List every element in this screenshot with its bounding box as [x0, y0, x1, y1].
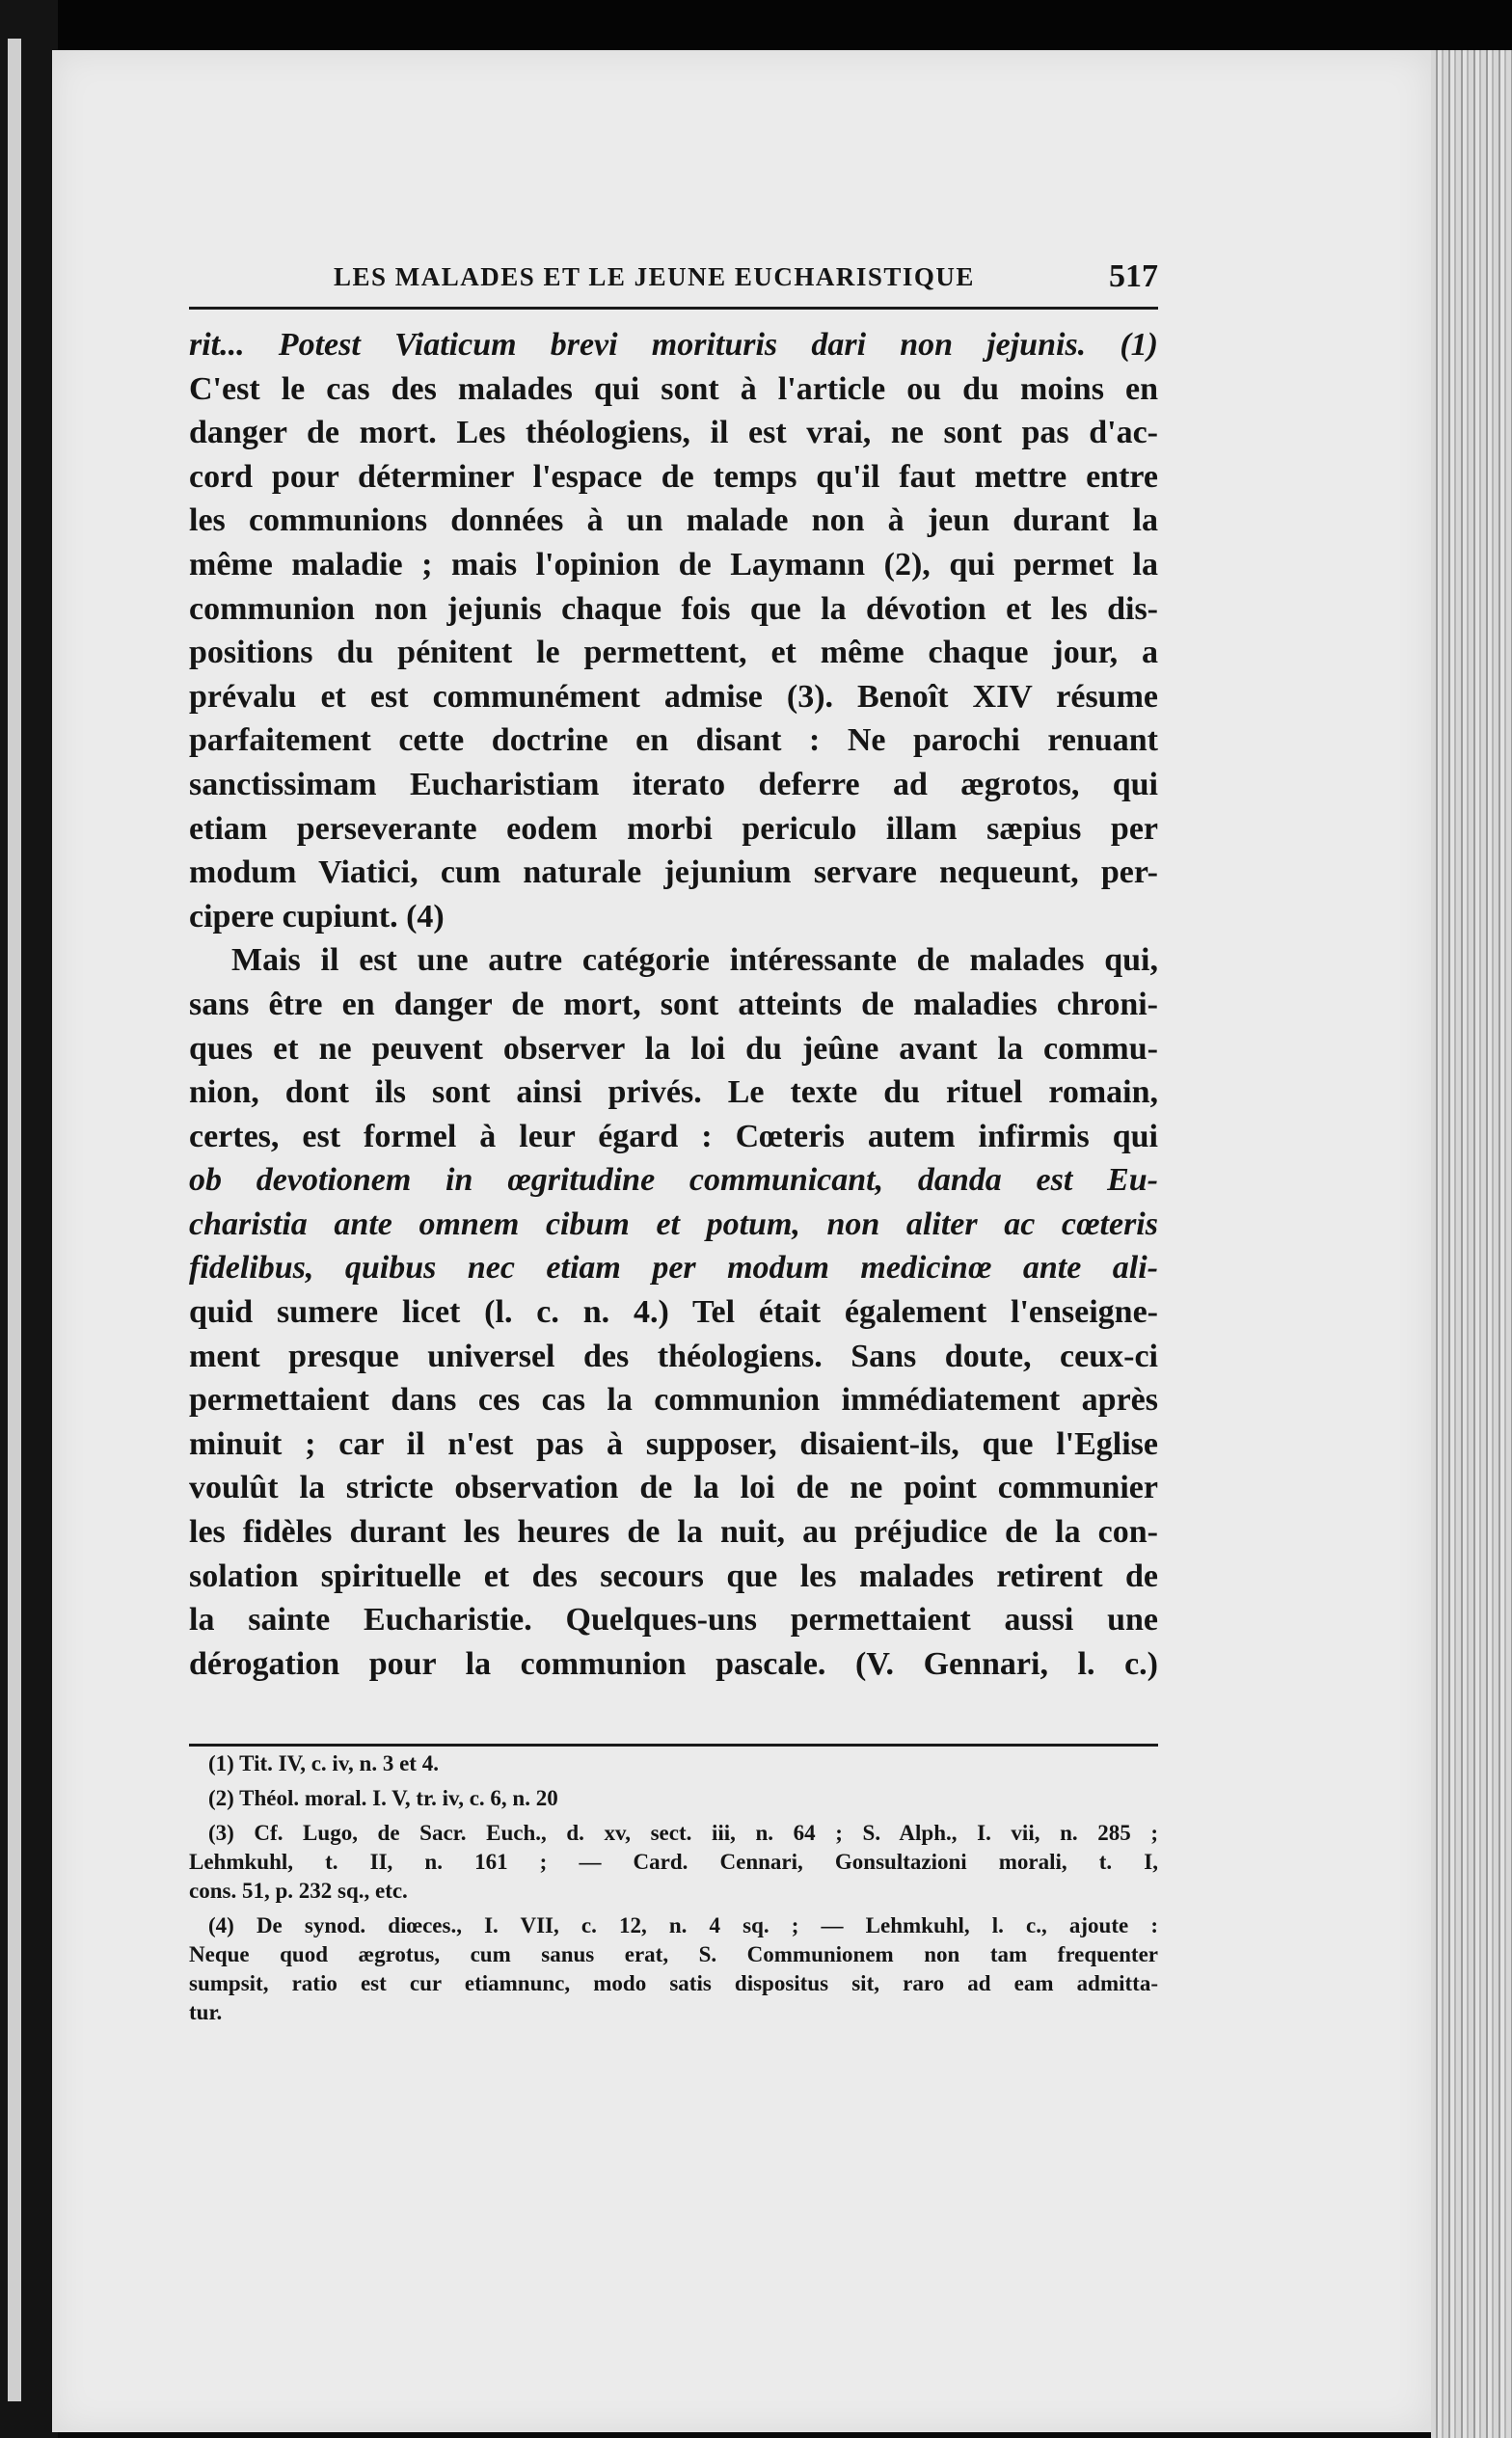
running-head: [189, 258, 1158, 305]
footnote-line: (1) Tit. IV, c. iv, n. 3 et 4.: [208, 1751, 439, 1775]
body-line: ob devotionem in œgritudine communicant, danda est Eu-: [189, 1162, 1158, 1199]
body-line: rit... Potest Viaticum brevi morituris dari non jejunis. (1): [189, 327, 1158, 363]
body-line: Mais il est une autre catégorie intéressante de malades qui,: [231, 942, 1158, 979]
body-line: quid sumere licet (l. c. n. 4.) Tel était également l'enseigne-: [189, 1294, 1158, 1331]
body-text: [189, 323, 1158, 1686]
body-line: les fidèles durant les heures de la nuit, au préjudice de la con-: [189, 1514, 1158, 1551]
body-line: parfaitement cette doctrine en disant : Ne parochi renuant: [189, 722, 1158, 759]
body-line: ques et ne peuvent observer la loi du jeûne avant la commu-: [189, 1030, 1158, 1067]
body-line: minuit ; car il n'est pas à supposer, disaient-ils, que l'Eglise: [189, 1425, 1158, 1462]
body-line: dérogation pour la communion pascale. (V. Gennari, l. c.): [189, 1645, 1158, 1682]
body-line: C'est le cas des malades qui sont à l'article ou du moins en: [189, 370, 1158, 407]
body-line: même maladie ; mais l'opinion de Laymann (2), qui permet la: [189, 546, 1158, 582]
body-line: solation spirituelle et des secours que les malades retirent de: [189, 1558, 1158, 1594]
footnote-line: sumpsit, ratio est cur etiamnunc, modo satis dispositus sit, raro ad eam admitta-: [189, 1971, 1158, 1995]
body-line: permettaient dans ces cas la communion immédiatement après: [189, 1382, 1158, 1419]
body-line: nion, dont ils sont ainsi privés. Le texte du rituel romain,: [189, 1074, 1158, 1111]
body-line: charistia ante omnem cibum et potum, non aliter ac cœteris: [189, 1205, 1158, 1242]
body-line: cord pour déterminer l'espace de temps qu'il faut mettre entre: [189, 458, 1158, 495]
footnote-line: tur.: [189, 2000, 223, 2024]
footnote-line: (3) Cf. Lugo, de Sacr. Euch., d. xv, sect. iii, n. 64 ; S. Alph., I. vii, n. 285 ;: [208, 1821, 1158, 1845]
body-line: les communions données à un malade non à jeun durant la: [189, 502, 1158, 539]
body-line: sans être en danger de mort, sont atteints de maladies chroni-: [189, 986, 1158, 1022]
body-line: certes, est formel à leur égard : Cœteris autem infirmis qui: [189, 1118, 1158, 1154]
body-line: fidelibus, quibus nec etiam per modum medicinœ ante ali-: [189, 1250, 1158, 1287]
body-line: la sainte Eucharistie. Quelques-uns permettaient aussi une: [189, 1602, 1158, 1639]
scan-top-border: [0, 0, 1512, 56]
running-head-title: LES MALADES ET LE JEUNE EUCHARISTIQUE: [334, 262, 975, 291]
body-line: etiam perseverante eodem morbi periculo illam sæpius per: [189, 810, 1158, 847]
body-line: positions du pénitent le permettent, et même chaque jour, a: [189, 635, 1158, 671]
page-edge-left: [8, 39, 21, 2401]
body-line: prévalu et est communément admise (3). Benoît XIV résume: [189, 678, 1158, 715]
header-rule: [189, 307, 1158, 310]
body-line: sanctissimam Eucharistiam iterato deferre ad ægrotos, qui: [189, 766, 1158, 802]
page-number: 517: [1109, 258, 1158, 294]
footnote-line: Lehmkuhl, t. II, n. 161 ; — Card. Cennari, Gonsultazioni morali, t. I,: [189, 1850, 1158, 1874]
body-line: voulût la stricte observation de la loi de ne point communier: [189, 1470, 1158, 1506]
body-line: ment presque universel des théologiens. Sans doute, ceux-ci: [189, 1338, 1158, 1374]
body-line: modum Viatici, cum naturale jejunium servare nequeunt, per-: [189, 854, 1158, 891]
footnote-line: Neque quod ægrotus, cum sanus erat, S. Communionem non tam frequenter: [189, 1942, 1158, 1966]
footnotes: [189, 1749, 1158, 2027]
body-line: danger de mort. Les théologiens, il est vrai, ne sont pas d'ac-: [189, 415, 1158, 451]
footnote-line: cons. 51, p. 232 sq., etc.: [189, 1879, 408, 1903]
footnote-line: (4) De synod. diœces., I. VII, c. 12, n. 4 sq. ; — Lehmkuhl, l. c., ajoute :: [208, 1913, 1158, 1937]
body-line: cipere cupiunt. (4): [189, 898, 445, 935]
footnote-rule: [189, 1744, 1158, 1747]
page-edges-right: [1431, 50, 1512, 2438]
footnote-line: (2) Théol. moral. I. V, tr. iv, c. 6, n. 20: [208, 1786, 558, 1810]
body-line: communion non jejunis chaque fois que la dévotion et les dis-: [189, 590, 1158, 627]
